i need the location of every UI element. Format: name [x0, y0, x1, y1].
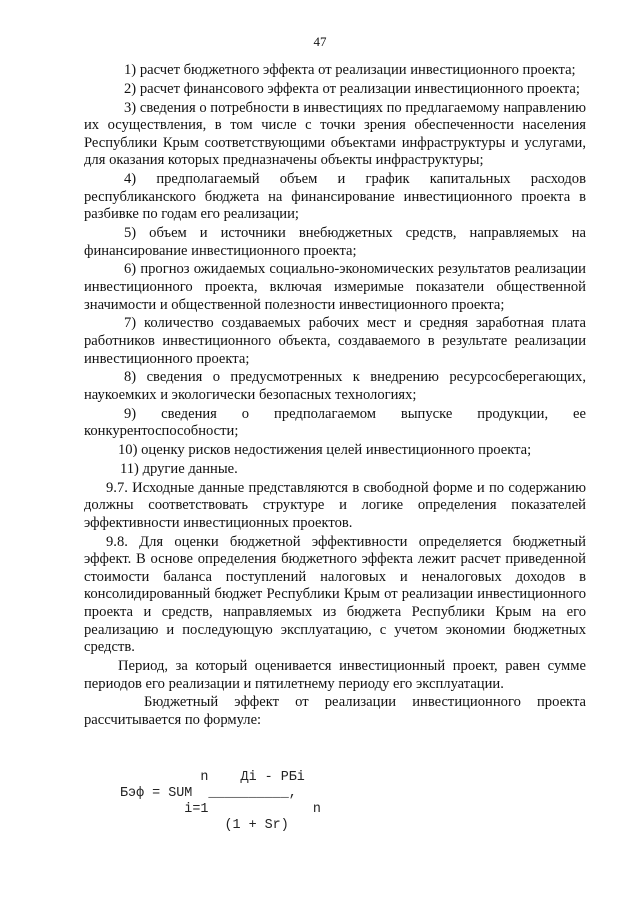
list-text: расчет бюджетного эффекта от реализации инвестиционного проекта;: [139, 62, 576, 78]
list-item-4: [84, 171, 586, 224]
list-item-3: [84, 100, 586, 170]
list-item-6: [84, 261, 586, 314]
list-item-9: [84, 406, 586, 441]
formula-line-2: Бэф = SUM __________,: [120, 786, 297, 801]
section-9-7-paragraph: 9.7. Исходные данные представляются в свободной форме и по содержанию должны соответствовать структуре и логике определения показателей эффективности инвестиционных проектов.: [84, 479, 586, 531]
list-number: 9): [124, 405, 137, 422]
list-number: 10): [118, 442, 138, 459]
list-item-11: [84, 461, 586, 479]
list-item-10: [84, 442, 586, 460]
list-item-5: [84, 225, 586, 260]
list-text: количество создаваемых рабочих мест и средняя заработная плата работников инвестиционного объекта, создаваемого в результате реализации инвестиционного проекта;: [84, 315, 586, 367]
period-paragraph: Период, за который оценивается инвестиционный проект, равен сумме периодов его реализации и пятилетнему периоду его эксплуатации.: [84, 658, 586, 692]
list-number: 11): [120, 460, 139, 477]
list-item-8: [84, 369, 586, 404]
page-number: 47: [313, 34, 327, 49]
list-number: 1): [124, 62, 137, 78]
list-number: 6): [124, 261, 137, 278]
list-number: 3): [124, 99, 137, 116]
list-item-7: [84, 315, 586, 368]
formula-line-3: i=1 n: [120, 802, 321, 817]
budget-effect-formula: [120, 770, 321, 834]
list-text: объем и источники внебюджетных средств, направляемых на финансирование инвестиционного проекта;: [84, 225, 586, 259]
list-text: сведения о предусмотренных к внедрению ресурсосберегающих, наукоемких и экологически безопасных технологиях;: [84, 369, 586, 403]
list-item-2: [84, 81, 586, 99]
list-number: 4): [124, 171, 137, 188]
list-text: расчет финансового эффекта от реализации инвестиционного проекта;: [139, 80, 580, 97]
list-text: сведения о предполагаемом выпуске продукции, ее конкурентоспособности;: [84, 405, 586, 440]
list-number: 7): [124, 315, 137, 332]
list-text: предполагаемый объем и график капитальных расходов республиканского бюджета на финансирование инвестиционного проекта в разбивке по годам его реализации;: [84, 171, 586, 223]
formula-line-4: (1 + Sr): [120, 818, 289, 833]
formula-intro-paragraph: Бюджетный эффект от реализации инвестиционного проекта рассчитывается по формуле:: [84, 694, 586, 728]
list-text: оценку рисков недостижения целей инвестиционного проекта;: [141, 442, 532, 459]
list-number: 2): [124, 80, 137, 97]
formula-line-1: n Дi - РБi: [120, 770, 305, 785]
list-item-1: [84, 62, 586, 80]
list-text: прогноз ожидаемых социально-экономических результатов реализации инвестиционного проекта, включая измеримые показатели общественной значимости и общественной полезности инвестиционного проекта;: [84, 261, 586, 313]
document-body: [84, 62, 586, 731]
list-text: сведения о потребности в инвестициях по предлагаемому направлению их осуществления, в том числе с точки зрения обеспеченности населения Республики Крым соответствующими объектами инфраструктуры и услугами, для оказания которых предназначены объекты инфраструктуры;: [84, 99, 587, 169]
list-text: другие данные.: [142, 460, 238, 477]
list-number: 5): [124, 225, 137, 242]
section-9-8-paragraph: 9.8. Для оценки бюджетной эффективности определяется бюджетный эффект. В основе определения бюджетного эффекта лежит расчет приведенной стоимости баланса поступлений налоговых и неналоговых доходов в консолидированный бюджет Республики Крым от реализации инвестиционного проекта и средств, направляемых из бюджета Республики Крым на его реализацию и последующую эксплуатацию, с учетом экономии бюджетных средств.: [84, 533, 586, 656]
list-number: 8): [124, 369, 137, 386]
